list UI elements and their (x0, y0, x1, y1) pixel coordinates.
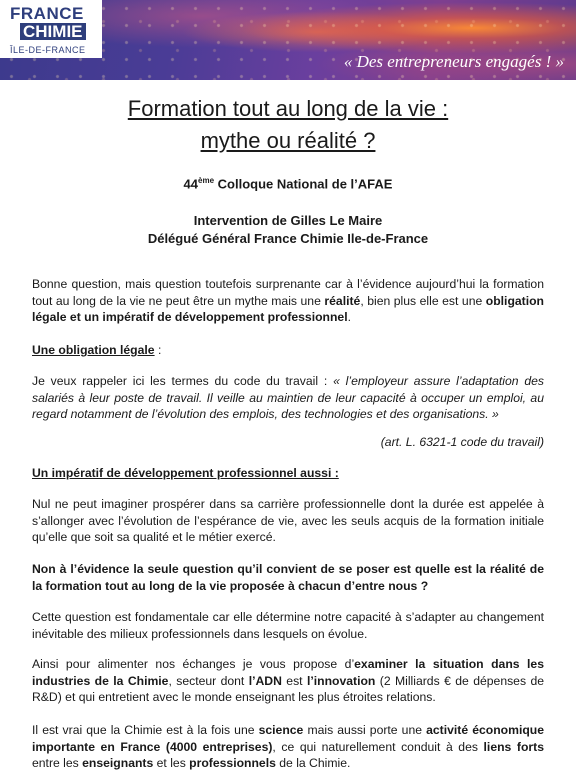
speaker-block (0, 212, 576, 248)
p6-text-a: Ainsi pour alimenter nos échanges je vous propose d’ (32, 657, 355, 671)
p6-text-c: , secteur dont (168, 673, 249, 688)
document-title (0, 93, 576, 157)
p1-bold-realite: réalité (324, 293, 361, 308)
p6-bold-examiner: examiner la situation dans les industries de la Chimie (32, 657, 544, 688)
tagline: « Des entrepreneurs engagés ! » (343, 52, 564, 71)
p6-bold-adn: l’ADN (248, 673, 282, 688)
p1-text-a: Bonne question, mais question toutefois surprenante car à l’évidence aujourd’hui la formation tout au long de la vie ne peut être un mythe mais une (32, 277, 544, 308)
colloque-text: Colloque National de l’AFAE (214, 176, 393, 192)
p7-bold-liens: liens forts (483, 739, 544, 754)
p7-text-g: entre les (32, 756, 83, 770)
colloque-number: 44 (183, 176, 199, 192)
france-chimie-logo[interactable] (0, 0, 102, 58)
p1-text-c: , bien plus elle est une (360, 293, 486, 308)
logo-region: ÎLE-DE-FRANCE (10, 45, 86, 55)
heading-1-text: Une obligation légale (32, 343, 155, 357)
speaker-role: Délégué Général France Chimie Ile-de-France (147, 231, 429, 246)
p7-bold-enseignants: enseignants (82, 756, 154, 770)
legal-reference: (art. L. 6321-1 code du travail) (380, 435, 544, 449)
title-line-2: mythe ou réalité ? (200, 128, 376, 153)
p7-bold-professionnels: professionnels (189, 756, 276, 770)
logo-france: FRANCE (10, 4, 84, 23)
p7-bold-activite: activité économique importante en France (4000 entreprises) (32, 723, 545, 754)
paragraph-code-travail (32, 373, 544, 423)
header-banner (0, 0, 576, 80)
p1-bold-obligation: obligation légale et un impératif de développement professionnel (32, 293, 544, 324)
heading-imperatif: Un impératif de développement professionnel aussi : (32, 466, 339, 480)
p6-text-g: (2 Milliards € de dépenses de R&D) et qui entretient avec le monde enseignant les plus étroites relations. (32, 673, 545, 704)
paragraph-fondamentale: Cette question est fondamentale car elle détermine notre capacité à s’adapter au changement inévitable des milieux professionnels dans lesquels on évolue. (32, 610, 544, 641)
p2-text: Je veux rappeler ici les termes du code du travail : (32, 374, 334, 388)
logo-chimie: CHIMIE (20, 23, 86, 40)
heading-1-suffix: : (154, 343, 162, 357)
paragraph-question: Non à l’évidence la seule question qu’il convient de se poser est quelle est la réalité de la formation tout au long de la vie proposée à chacun d’entre nous ? (32, 562, 544, 593)
p6-bold-innovation: l’innovation (306, 673, 376, 688)
p7-text-i: et les (153, 756, 190, 770)
p7-text-k: de la Chimie. (275, 756, 351, 770)
p7-text-c: mais aussi porte une (303, 723, 427, 737)
colloque-superscript: ème (198, 176, 215, 185)
title-line-1: Formation tout au long de la vie : (127, 96, 449, 121)
paragraph-chimie-echanges (32, 656, 544, 706)
paragraph-science-economie (32, 722, 544, 772)
p7-text-e: , ce qui naturellement conduit à des (272, 739, 484, 754)
p1-text-e: . (347, 310, 351, 324)
paragraph-intro (32, 276, 544, 326)
paragraph-carriere: Nul ne peut imaginer prospérer dans sa carrière professionnelle dont la durée est appelée à s’allonger avec l’évolution de l’espérance de vie, avec les seuls acquis de la formation initiale qu’elle que soit sa qualité et le métier exercé. (32, 497, 544, 544)
p7-bold-science: science (258, 723, 304, 737)
p2-quote: « l’employeur assure l’adaptation des salariés à leur poste de travail. Il veille au maintien de leur capacité à occuper un emploi, au regard notamment de l’évolution des emplois, des technologies et des organisations. » (32, 374, 544, 421)
p7-text-a: Il est vrai que la Chimie est à la fois une (32, 723, 259, 737)
heading-obligation-legale (32, 342, 544, 359)
colloque-line (0, 176, 576, 191)
p6-text-e: est (281, 673, 307, 688)
speaker-name: Intervention de Gilles Le Maire (193, 213, 383, 228)
